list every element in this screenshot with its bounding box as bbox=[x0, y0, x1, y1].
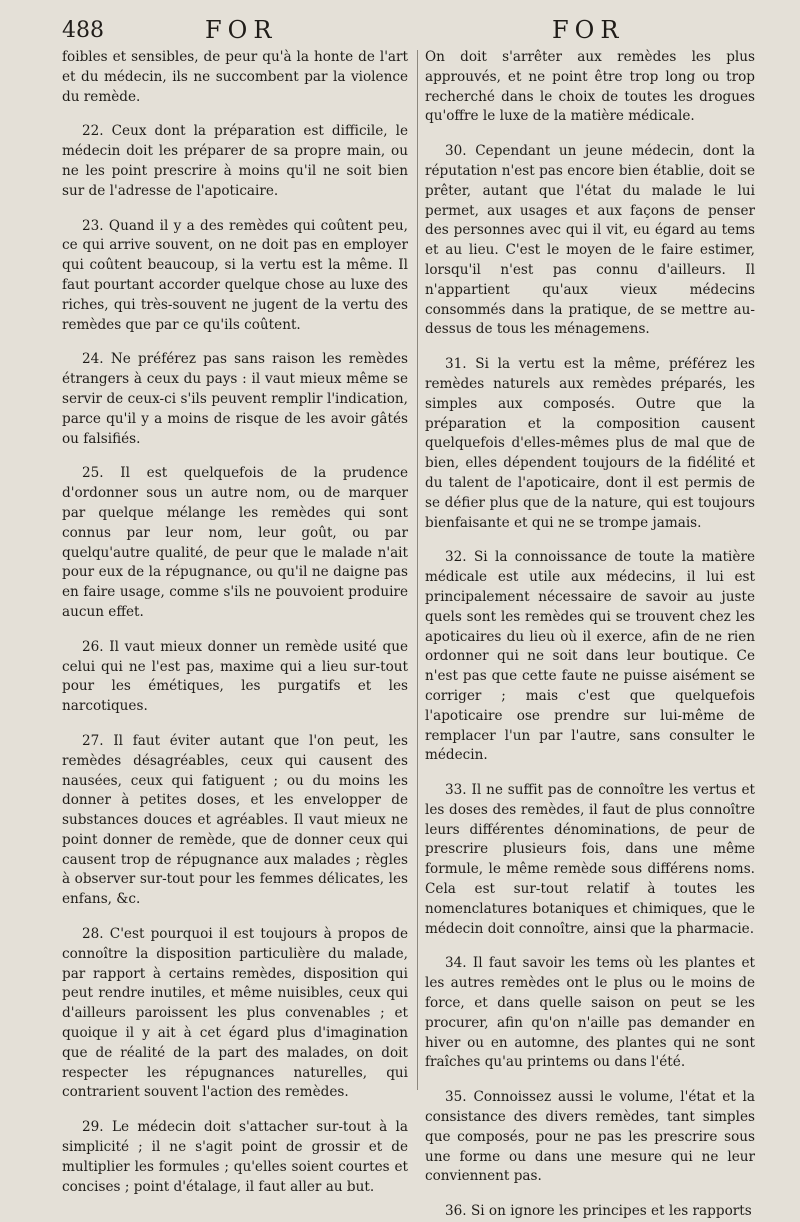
paragraph-number: 32. bbox=[445, 549, 467, 566]
paragraph bbox=[62, 48, 408, 107]
paragraph-text: Si la vertu est la même, préférez les remèdes naturels aux remèdes préparés, les simples aux composés. Outre que la préparation et la composition causent quelquefois d'elles-mêmes plus de mal que de bien, elles dépendent toujours de la fidélité et du talent de l'apoticaire, dont il est permis de se défier plus que de la nature, qui est toujours bienfaisante et qui ne se trompe jamais. bbox=[425, 356, 755, 531]
page-number: 488 bbox=[62, 18, 104, 43]
left-column bbox=[62, 48, 409, 1195]
paragraph bbox=[425, 142, 755, 340]
paragraph-number: 35. bbox=[445, 1089, 467, 1106]
paragraph-text: Quand il y a des remèdes qui coûtent peu, ce qui arrive souvent, on ne doit pas en employer qui coûtent beaucoup, si la vertu est la même. Il faut pourtant accorder quelque chose au luxe des riches, qui très-souvent ne jugent de la vertu des remèdes que par ce qu'ils coûtent. bbox=[62, 217, 408, 333]
paragraph-number: 33. bbox=[445, 782, 467, 799]
paragraph-number: 24. bbox=[82, 351, 104, 368]
paragraph bbox=[425, 1202, 755, 1222]
paragraph-text: On doit s'arrêter aux remèdes les plus approuvés, et ne point être trop long ou trop recherché dans le choix de toutes les drogues qu'offre le luxe de la matière médicale. bbox=[425, 49, 755, 125]
paragraph bbox=[425, 1088, 755, 1187]
paragraph-number: 23. bbox=[82, 217, 104, 234]
paragraph-text: Ne préférez pas sans raison les remèdes étrangers à ceux du pays : il vaut mieux même se servir de ceux-ci s'ils peuvent remplir l'indication, parce qu'il y a moins de risque de les avoir gâtés ou falsifiés. bbox=[62, 351, 408, 447]
paragraph-number: 27. bbox=[82, 732, 104, 749]
paragraph-number: 28. bbox=[82, 926, 104, 943]
paragraph-text: Il ne suffit pas de connoître les vertus et les doses des remèdes, il faut de plus connoître leurs différentes dénominations, de peur de prescrire plusieurs fois, dans une même formule, le même remède sous différens noms. Cela est sur-tout relatif à toutes les nomenclatures botaniques et chimiques, que le médecin doit connoître, ainsi que la pharmacie. bbox=[425, 782, 755, 937]
paragraph-number: 31. bbox=[445, 356, 467, 373]
paragraph-text: Si on ignore les principes et les rapports bbox=[470, 1203, 752, 1220]
paragraph bbox=[425, 548, 755, 766]
paragraph bbox=[62, 638, 408, 717]
running-head-right: FOR bbox=[552, 16, 625, 44]
paragraph-number: 22. bbox=[82, 123, 104, 140]
paragraph-text: Cependant un jeune médecin, dont la réputation n'est pas encore bien établie, doit se prêter, autant que l'état du malade le lui permet, aux usages et aux façons de penser des personnes avec qui il vit, eu égard au tems et au lieu. C'est le moyen de le faire estimer, lorsqu'il n'est pas connu d'ailleurs. Il n'appartient qu'aux vieux médecins consommés dans la pratique, de se mettre au-dessus de tous les ménagemens. bbox=[425, 143, 755, 338]
paragraph bbox=[425, 48, 755, 127]
paragraph-number: 36. bbox=[445, 1203, 467, 1220]
paragraph bbox=[62, 1118, 408, 1197]
paragraph bbox=[62, 925, 408, 1103]
paragraph-text: Connoissez aussi le volume, l'état et la consistance des divers remèdes, tant simples que composés, pour ne pas les prescrire sous une forme ou dans une mesure qui ne leur conviennent pas. bbox=[425, 1089, 755, 1185]
paragraph-number: 25. bbox=[82, 465, 104, 482]
paragraph-number: 30. bbox=[445, 143, 467, 160]
paragraph-text: Le médecin doit s'attacher sur-tout à la simplicité ; il ne s'agit point de grossir et de multiplier les formules ; qu'elles soient courtes et concises ; point d'étalage, il faut aller au but. bbox=[62, 1119, 408, 1195]
paragraph bbox=[425, 781, 755, 939]
paragraph bbox=[62, 217, 408, 336]
paragraph-text: Ceux dont la préparation est difficile, le médecin doit les préparer de sa propre main, ou ne les point prescrire à moins qu'il ne soit bien sur de l'adresse de l'apoticaire. bbox=[62, 123, 409, 199]
paragraph bbox=[62, 732, 408, 910]
paragraph-number: 34. bbox=[445, 955, 467, 972]
paragraph-text: C'est pourquoi il est toujours à propos de connoître la disposition particulière du malade, par rapport à certains remèdes, disposition qui peut rendre inutiles, et même nuisibles, ceux qui d'ailleurs paroissent les plus convenables ; et quoique il y ait à cet égard plus d'imagination que de réalité de la part des malades, on doit respecter les répugnances naturelles, qui contrarient souvent l'action des remèdes. bbox=[62, 926, 408, 1101]
page-header bbox=[0, 16, 800, 50]
paragraph-text: Il vaut mieux donner un remède usité que celui qui ne l'est pas, maxime qui a lieu sur-tout pour les émétiques, les purgatifs et les narcotiques. bbox=[62, 638, 408, 715]
paragraph bbox=[62, 464, 408, 622]
paragraph bbox=[425, 355, 755, 533]
column-divider bbox=[417, 50, 418, 1090]
paragraph-text: Si la connoissance de toute la matière médicale est utile aux médecins, il lui est principalement nécessaire de savoir au juste quels sont les remèdes qui se trouvent chez les apoticaires du lieu où il exerce, afin de ne rien ordonner qui ne soit dans leur boutique. Ce n'est pas que cette faute ne puisse aisément se corriger ; mais c'est que quelquefois l'apoticaire ose prendre sur lui-même de remplacer l'un par l'autre, sans consulter le médecin. bbox=[425, 549, 755, 764]
paragraph-text: Il faut éviter autant que l'on peut, les remèdes désagréables, ceux qui causent des nausées, ceux qui fatiguent ; ou du moins les donner à petites doses, et les envelopper de substances douces et agréables. Il vaut mieux ne point donner de remède, que de donner ceux qui causent trop de répugnance aux malades ; règles à observer sur-tout pour les femmes délicates, les enfans, &c. bbox=[62, 732, 408, 908]
paragraph-number: 29. bbox=[82, 1119, 104, 1136]
right-column bbox=[425, 48, 755, 1220]
running-head-left: FOR bbox=[205, 16, 278, 44]
paragraph bbox=[425, 954, 755, 1073]
paragraph-number: 26. bbox=[82, 638, 104, 655]
paragraph bbox=[62, 350, 408, 449]
paragraph bbox=[62, 122, 408, 201]
paragraph-text: Il faut savoir les tems où les plantes et les autres remèdes ont le plus ou le moins de force, et dans quelle saison on peut se les procurer, afin qu'on n'aille pas demander en hiver ou en automne, des plantes qui ne sont fraîches qu'au printems ou dans l'été. bbox=[425, 955, 755, 1071]
paragraph-text: foibles et sensibles, de peur qu'à la honte de l'art et du médecin, ils ne succombent par la violence du remède. bbox=[62, 49, 408, 105]
paragraph-text: Il est quelquefois de la prudence d'ordonner sous un autre nom, ou de marquer par quelque mélange les remèdes qui sont connus par leur nom, leur goût, ou par quelqu'autre qualité, de peur que le malade n'ait pour eux de la répugnance, ou qu'il ne daigne pas en faire usage, comme s'ils ne pouvoient produire aucun effet. bbox=[62, 465, 408, 620]
